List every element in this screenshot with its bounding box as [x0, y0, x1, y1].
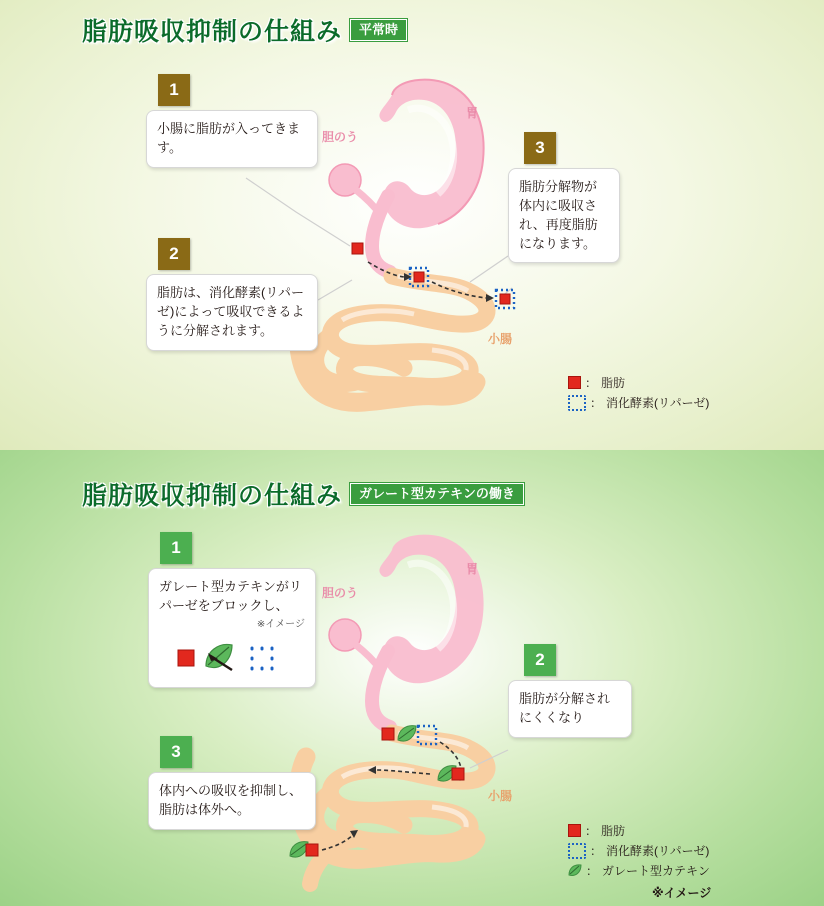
heading-title: 脂肪吸収抑制の仕組み: [82, 482, 343, 510]
callout-step-3: 脂肪分解物が体内に吸収され、再度脂肪になります。: [508, 168, 620, 263]
legend-row-fat: [568, 374, 709, 391]
fat-square-icon: [568, 376, 581, 389]
step-number-1: 1: [158, 74, 190, 106]
heading-catechin: [82, 476, 524, 512]
catechin-leaf-icon: [568, 864, 582, 878]
legend-separator: ：: [586, 864, 599, 878]
enzyme-dotted-icon: [568, 843, 586, 859]
organ-label-gallbladder: 胆のう: [322, 586, 359, 600]
legend-label-fat: 脂肪: [601, 376, 626, 390]
legend-row-enzyme: [568, 394, 709, 411]
legend-row-catechin: [568, 862, 710, 879]
enzyme-dotted-icon: [568, 395, 586, 411]
panel-normal: [0, 0, 824, 450]
legend-row-enzyme: [568, 842, 710, 859]
step-number-3: 3: [524, 132, 556, 164]
legend-label-catechin: ガレート型カテキン: [602, 864, 710, 878]
step-number-2: 2: [158, 238, 190, 270]
step-number-1: 1: [160, 532, 192, 564]
callout-step-2: 脂肪は、消化酵素(リパーゼ)によって吸収できるように分解されます。: [146, 274, 318, 351]
legend-label-enzyme: 消化酵素(リパーゼ): [606, 844, 710, 858]
organ-label-small-intestine: 小腸: [488, 789, 513, 803]
step-number-3: 3: [160, 736, 192, 768]
step-number-2: 2: [524, 644, 556, 676]
legend-row-fat: [568, 822, 710, 839]
callout-step-3: 体内への吸収を抑制し、脂肪は体外へ。: [148, 772, 316, 830]
heading-title: 脂肪吸収抑制の仕組み: [82, 18, 343, 46]
callout-step-1-text: ガレート型カテキンがリパーゼをブロックし、: [159, 579, 302, 613]
legend-normal: [568, 374, 709, 414]
legend-label-enzyme: 消化酵素(リパーゼ): [606, 396, 710, 410]
legend-label-fat: 脂肪: [601, 824, 626, 838]
legend-separator: ：: [585, 824, 598, 838]
organ-label-gallbladder: 胆のう: [322, 130, 359, 144]
heading-badge: ガレート型カテキンの働き: [350, 483, 524, 505]
callout-step-1: 小腸に脂肪が入ってきます。: [146, 110, 318, 168]
heading-normal: [82, 12, 407, 48]
block-mechanism-mini-diagram: [176, 640, 304, 680]
heading-badge: 平常時: [350, 19, 407, 41]
footnote-image-disclaimer: ※イメージ: [652, 886, 712, 900]
callout-step-1-note: ※イメージ: [256, 618, 305, 630]
legend-separator: ：: [590, 844, 603, 858]
legend-separator: ：: [585, 376, 598, 390]
organ-label-stomach: 胃: [466, 106, 479, 120]
organ-label-small-intestine: 小腸: [488, 332, 513, 346]
legend-catechin: [568, 822, 710, 882]
panel-catechin: [0, 450, 824, 906]
legend-separator: ：: [590, 396, 603, 410]
fat-square-icon: [568, 824, 581, 837]
callout-step-2: 脂肪が分解されにくくなり: [508, 680, 632, 738]
organ-label-stomach: 胃: [466, 562, 479, 576]
